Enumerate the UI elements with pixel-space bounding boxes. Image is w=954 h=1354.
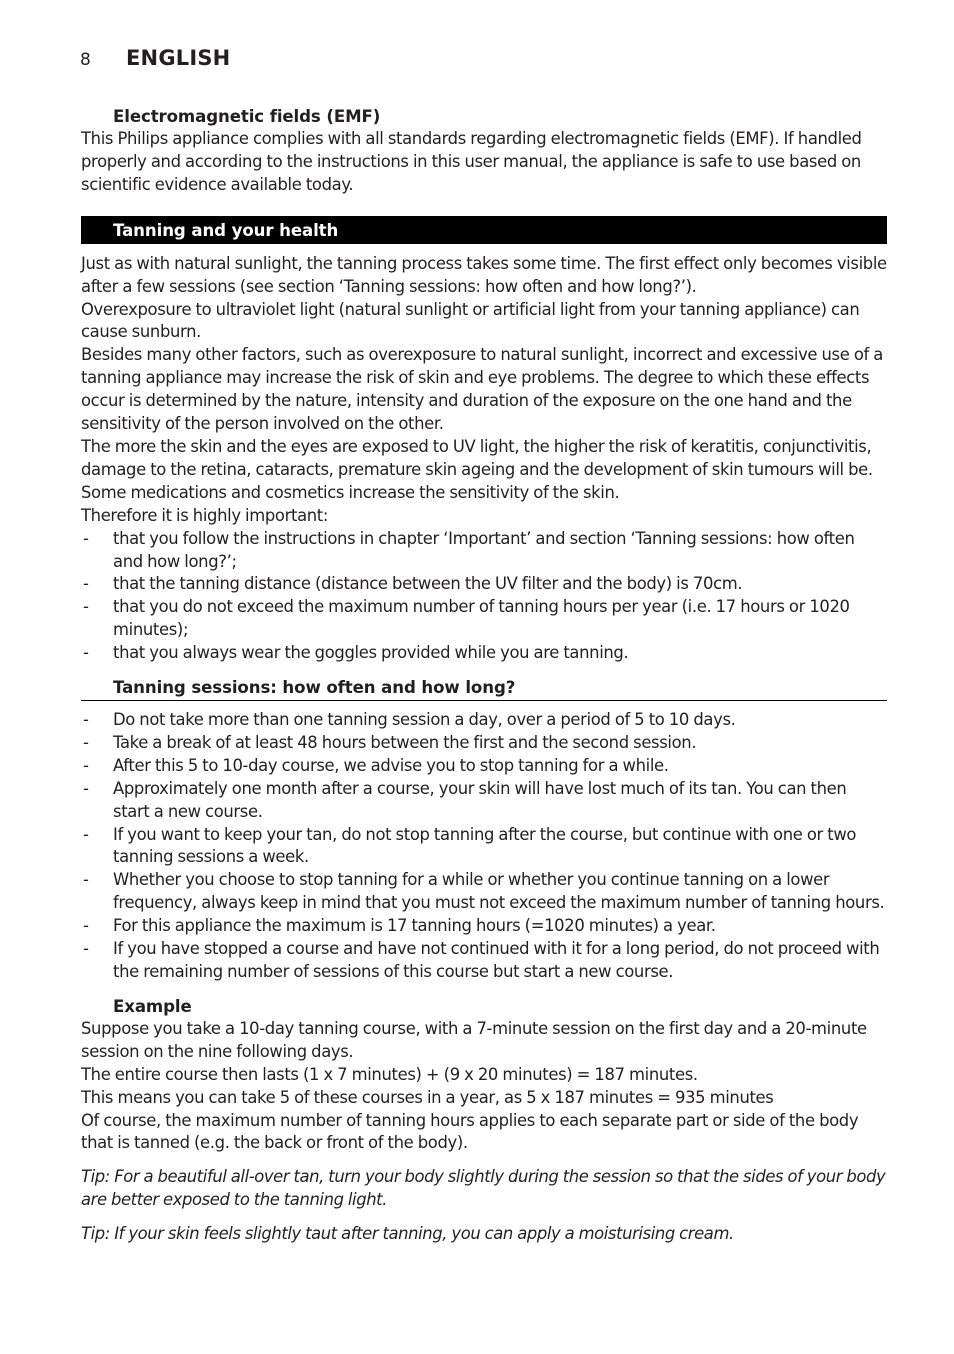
list-item bbox=[81, 824, 887, 870]
list-item-text: For this appliance the maximum is 17 tanning hours (=1020 minutes) a year. bbox=[113, 916, 716, 936]
language-title: ENGLISH bbox=[126, 46, 231, 70]
dash-bullet: - bbox=[83, 916, 89, 936]
list-item-text: that you follow the instructions in chapter ‘Important’ and section ‘Tanning sessions: how often and how long?’; bbox=[113, 528, 855, 571]
list-item bbox=[81, 938, 887, 984]
list-item bbox=[81, 596, 887, 642]
dash-bullet: - bbox=[83, 643, 89, 663]
dash-bullet: - bbox=[83, 755, 89, 775]
dash-bullet: - bbox=[83, 597, 89, 617]
sessions-list bbox=[81, 709, 887, 984]
emf-section bbox=[81, 105, 887, 197]
health-list bbox=[81, 528, 887, 665]
health-paragraph: Overexposure to ultraviolet light (natural sunlight or artificial light from your tanning appliance) can cause sunburn. bbox=[81, 299, 860, 342]
list-item bbox=[81, 915, 887, 938]
list-item-text: Do not take more than one tanning session a day, over a period of 5 to 10 days. bbox=[113, 710, 736, 730]
tip-text: Tip: If your skin feels slightly taut after tanning, you can apply a moisturising cream. bbox=[81, 1224, 734, 1244]
list-item-text: If you want to keep your tan, do not stop tanning after the course, but continue with one or two tanning sessions a week. bbox=[113, 824, 857, 867]
sessions-heading: Tanning sessions: how often and how long? bbox=[81, 676, 887, 701]
list-item-text: that you do not exceed the maximum number of tanning hours per year (i.e. 17 hours or 1020 minutes); bbox=[113, 597, 850, 640]
example-heading: Example bbox=[113, 996, 192, 1016]
example-paragraph: Suppose you take a 10-day tanning course, with a 7-minute session on the first day and a 20-minute session on the nine following days. bbox=[81, 1018, 867, 1061]
list-item bbox=[81, 528, 887, 574]
health-paragraph: Just as with natural sunlight, the tanning process takes some time. The first effect only becomes visible after a few sessions (see section ‘Tanning sessions: how often and how long?’). bbox=[81, 253, 887, 296]
dash-bullet: - bbox=[83, 732, 89, 752]
list-item bbox=[81, 778, 887, 824]
list-item-text: Take a break of at least 48 hours between the first and the second session. bbox=[113, 732, 697, 752]
dash-bullet: - bbox=[83, 710, 89, 730]
list-item bbox=[81, 642, 887, 665]
sessions-section bbox=[81, 676, 887, 984]
page-content bbox=[81, 105, 887, 1246]
list-item bbox=[81, 709, 887, 732]
tip-text: Tip: For a beautiful all-over tan, turn your body slightly during the session so that the sides of your body are better exposed to the tanning light. bbox=[81, 1167, 886, 1210]
health-paragraph: The more the skin and the eyes are exposed to UV light, the higher the risk of keratitis, conjunctivitis, damage to the retina, cataracts, premature skin ageing and the development of skin tumours will be. Some medications and cosmetics increase the sensitivity of the skin. bbox=[81, 436, 873, 502]
example-paragraph: This means you can take 5 of these courses in a year, as 5 x 187 minutes = 935 minutes bbox=[81, 1087, 774, 1107]
health-heading: Tanning and your health bbox=[81, 216, 887, 244]
dash-bullet: - bbox=[83, 824, 89, 844]
example-paragraph: Of course, the maximum number of tanning hours applies to each separate part or side of the body that is tanned (e.g. the back or front of the body). bbox=[81, 1110, 859, 1153]
list-item-text: that the tanning distance (distance between the UV filter and the body) is 70cm. bbox=[113, 574, 743, 594]
list-item bbox=[81, 732, 887, 755]
emf-heading: Electromagnetic fields (EMF) bbox=[113, 107, 381, 126]
page-number: 8 bbox=[80, 50, 91, 70]
health-paragraph: Besides many other factors, such as overexposure to natural sunlight, incorrect and excessive use of a tanning appliance may increase the risk of skin and eye problems. The degree to which these effects occur is determined by the nature, intensity and duration of the exposure on the one hand and the sensitivity of the person involved on the other. bbox=[81, 345, 883, 434]
dash-bullet: - bbox=[83, 574, 89, 594]
list-item bbox=[81, 573, 887, 596]
dash-bullet: - bbox=[83, 778, 89, 798]
list-item bbox=[81, 755, 887, 778]
dash-bullet: - bbox=[83, 870, 89, 890]
list-item-text: that you always wear the goggles provided while you are tanning. bbox=[113, 643, 629, 663]
emf-text: This Philips appliance complies with all standards regarding electromagnetic fields (EMF). If handled properly and according to the instructions in this user manual, the appliance is safe to use based on scientific evidence available today. bbox=[81, 129, 862, 194]
list-item-text: If you have stopped a course and have not continued with it for a long period, do not proceed with the remaining number of sessions of this course but start a new course. bbox=[113, 939, 880, 981]
dash-bullet: - bbox=[83, 939, 89, 959]
page-header bbox=[80, 46, 230, 76]
list-item-text: Approximately one month after a course, your skin will have lost much of its tan. You can then start a new course. bbox=[113, 778, 847, 821]
dash-bullet: - bbox=[83, 528, 89, 548]
health-paragraph: Therefore it is highly important: bbox=[81, 505, 329, 525]
example-paragraph: The entire course then lasts (1 x 7 minutes) + (9 x 20 minutes) = 187 minutes. bbox=[81, 1064, 698, 1084]
list-item-text: Whether you choose to stop tanning for a while or whether you continue tanning on a lower frequency, always keep in mind that you must not exceed the maximum number of tanning hours. bbox=[113, 870, 885, 913]
example-section bbox=[81, 995, 887, 1155]
health-section bbox=[81, 216, 887, 665]
list-item bbox=[81, 869, 887, 915]
list-item-text: After this 5 to 10-day course, we advise you to stop tanning for a while. bbox=[113, 755, 669, 775]
